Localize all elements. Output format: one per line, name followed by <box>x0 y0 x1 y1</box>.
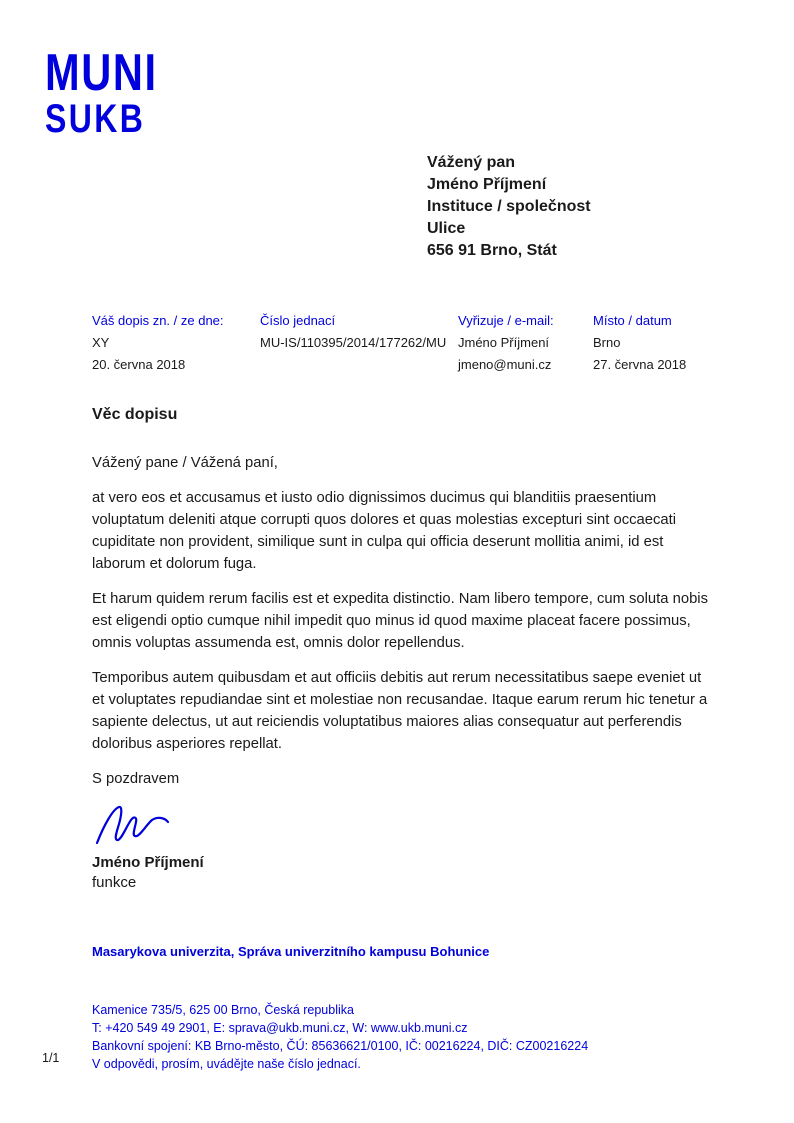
letter-footer <box>92 944 732 1073</box>
reference-header: Místo / datum <box>593 313 672 328</box>
letter-paragraph: Et harum quidem rerum facilis est et expedita distinctio. Nam libero tempore, cum soluta nobis est eligendi optio cumque nihil impedit quo minus id quod maxime placeat facere possimus, omnis voluptas assumenda est, omnis dolor repellendus. <box>92 591 708 651</box>
reference-column-your-ref <box>92 310 260 376</box>
recipient-name-line: Jméno Příjmení <box>427 176 547 193</box>
recipient-salutation-line: Vážený pan <box>427 154 516 171</box>
recipient-address-block <box>427 152 591 262</box>
letter-salutation: Vážený pane / Vážená paní, <box>92 455 278 471</box>
reference-column-handled-by <box>458 310 593 376</box>
reference-value: jmeno@muni.cz <box>458 357 552 372</box>
recipient-institution-line: Instituce / společnost <box>427 198 591 215</box>
footer-note: V odpovědi, prosím, uvádějte naše číslo jednací. <box>92 1057 361 1071</box>
reference-header: Vyřizuje / e-mail: <box>458 313 554 328</box>
handwritten-signature <box>94 803 712 851</box>
reference-value: 20. června 2018 <box>92 357 186 372</box>
logo-sukb-text: SUKB <box>45 97 146 141</box>
reference-block <box>92 310 743 376</box>
page-number: 1/1 <box>42 1051 60 1065</box>
letter-subject: Věc dopisu <box>92 406 178 423</box>
footer-address: Kamenice 735/5, 625 00 Brno, Česká republika <box>92 1003 354 1017</box>
footer-bank-info: Bankovní spojení: KB Brno-město, ČÚ: 85636621/0100, IČ: 00216224, DIČ: CZ00216224 <box>92 1039 589 1053</box>
reference-value: MU-IS/110395/2014/177262/MU <box>260 335 447 350</box>
letter-body <box>92 406 712 893</box>
letter-paragraph: Temporibus autem quibusdam et aut officiis debitis aut rerum necessitatibus saepe eveniet ut et voluptates repudiandae sint et molestiae non recusandae. Itaque earum rerum hic tenetur a sapiente delectus, ut aut reiciendis voluptatibus maiores alias consequatur aut perferendis doloribus asperiores repellat. <box>92 670 708 752</box>
reference-column-file-number <box>260 310 458 376</box>
recipient-city-line: 656 91 Brno, Stát <box>427 242 557 259</box>
logo-muni-text: MUNI <box>45 44 158 102</box>
reference-value: Jméno Příjmení <box>458 335 550 350</box>
footer-contacts: T: +420 549 49 2901, E: sprava@ukb.muni.cz, W: www.ukb.muni.cz <box>92 1021 468 1035</box>
reference-value: XY <box>92 335 110 350</box>
reference-column-place-date <box>593 310 743 376</box>
signature-scribble-icon <box>94 803 172 851</box>
reference-header: Váš dopis zn. / ze dne: <box>92 313 224 328</box>
reference-value: Brno <box>593 335 621 350</box>
signer-name: Jméno Příjmení <box>92 854 204 871</box>
recipient-street-line: Ulice <box>427 220 466 237</box>
muni-logo <box>45 44 186 141</box>
footer-organization: Masarykova univerzita, Správa univerzitního kampusu Bohunice <box>92 944 490 959</box>
letter-closing: S pozdravem <box>92 771 180 787</box>
reference-header: Číslo jednací <box>260 313 336 328</box>
letter-paragraph: at vero eos et accusamus et iusto odio dignissimos ducimus qui blanditiis praesentium voluptatum deleniti atque corrupti quos dolores et quas molestias excepturi sint occaecati cupiditate non provident, similique sunt in culpa qui officia deserunt mollitia animi, id est laborum et dolorum fuga. <box>92 490 676 572</box>
reference-value: 27. června 2018 <box>593 357 687 372</box>
signer-role: funkce <box>92 874 137 891</box>
